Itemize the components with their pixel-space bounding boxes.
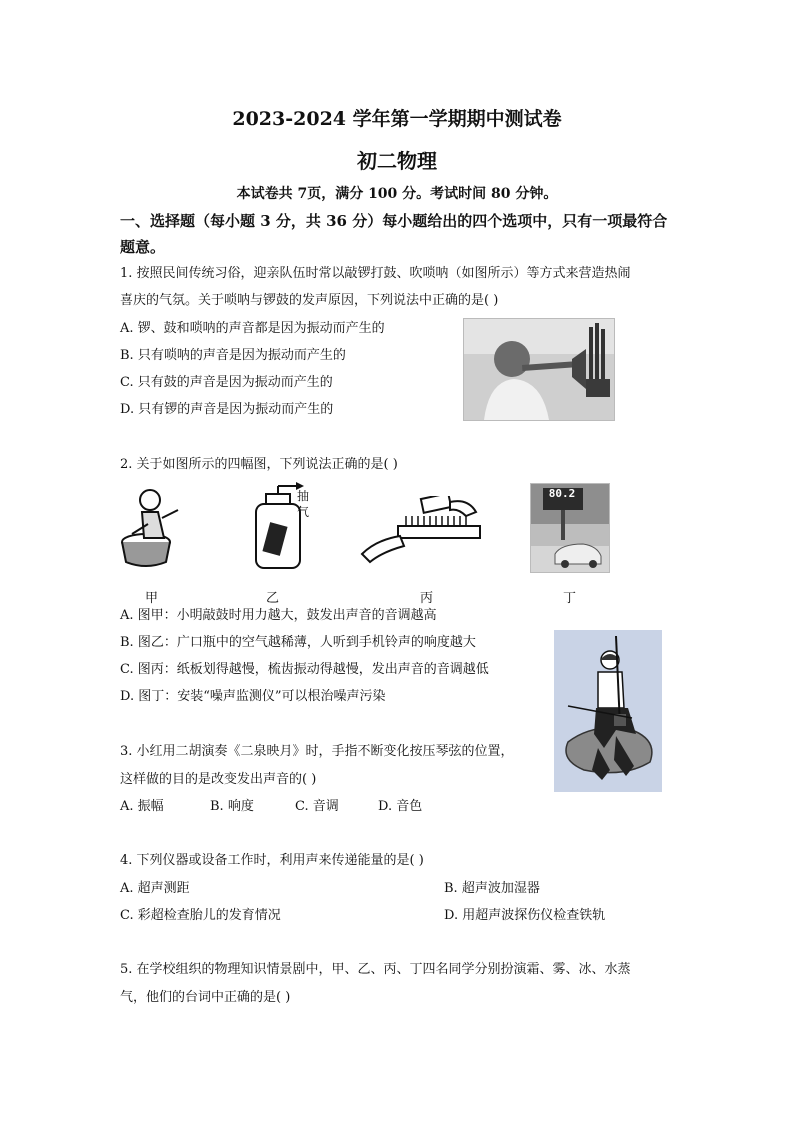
q1-stem-line1: 1. 按照民间传统习俗，迎亲队伍时常以敲锣打鼓、吹唢呐（如图所示）等方式来营造热闹 — [120, 266, 631, 281]
q3-option-d: D. 音色 — [378, 799, 423, 814]
q1-stem-line2: 喜庆的气氛。关于唢呐与锣鼓的发声原因，下列说法中正确的是( ) — [120, 293, 499, 308]
fig-label-ding: 丁 — [563, 591, 577, 606]
comb-figure — [358, 496, 484, 564]
q1-option-b: B. 只有唢呐的声音是因为振动而产生的 — [120, 348, 346, 363]
q5-stem-line2: 气，他们的台词中正确的是( ) — [120, 990, 291, 1005]
q5-stem-line1: 5. 在学校组织的物理知识情景剧中，甲、乙、丙、丁四名同学分别扮演霜、雾、冰、水蒸 — [120, 962, 631, 977]
q3-option-b: B. 响度 — [210, 799, 254, 814]
q4-stem: 4. 下列仪器或设备工作时，利用声来传递能量的是( ) — [120, 853, 424, 868]
suona-player-photo — [463, 318, 615, 421]
q4-option-d: D. 用超声波探伤仪检查铁轨 — [444, 908, 606, 923]
fig-label-bing: 丙 — [420, 591, 434, 606]
fig-label-yi: 乙 — [266, 591, 280, 606]
exam-note: 本试卷共 7页，满分 100 分。考试时间 80 分钟。 — [236, 186, 558, 202]
q4-option-c: C. 彩超检查胎儿的发育情况 — [120, 908, 281, 923]
q3-option-c: C. 音调 — [295, 799, 339, 814]
q1-option-a: A. 锣、鼓和唢呐的声音都是因为振动而产生的 — [120, 321, 385, 336]
erhu-player-figure — [554, 630, 662, 792]
exam-title: 2023-2024 学年第一学期期中测试卷 — [232, 108, 562, 130]
q3-stem-line2: 这样做的目的是改变发出声音的( ) — [120, 772, 317, 787]
fig-label-jia: 甲 — [145, 591, 159, 606]
q1-option-d: D. 只有锣的声音是因为振动而产生的 — [120, 402, 334, 417]
q4-option-b: B. 超声波加湿器 — [444, 881, 540, 896]
q1-option-c: C. 只有鼓的声音是因为振动而产生的 — [120, 375, 333, 390]
drum-figure — [118, 484, 182, 568]
noise-meter-reading: 80.2 — [548, 487, 576, 500]
section-heading: 一、选择题（每小题 3 分，共 36 分）每小题给出的四个选项中，只有一项最符合题意。 — [120, 212, 668, 256]
exam-subject: 初二物理 — [357, 149, 437, 173]
q3-stem-line1: 3. 小红用二胡演奏《二泉映月》时，手指不断变化按压琴弦的位置， — [120, 744, 514, 759]
q4-option-a: A. 超声测距 — [120, 881, 190, 896]
q2-stem: 2. 关于如图所示的四幅图，下列说法正确的是( ) — [120, 457, 398, 472]
pump-label: 抽气 — [297, 489, 310, 519]
q2-option-b: B. 图乙：广口瓶中的空气越稀薄，人听到手机铃声的响度越大 — [120, 635, 476, 650]
q2-option-c: C. 图丙：纸板划得越慢，梳齿振动得越慢，发出声音的音调越低 — [120, 662, 489, 677]
q2-option-a: A. 图甲：小明敲鼓时用力越大，鼓发出声音的音调越高 — [120, 608, 437, 623]
q2-option-d: D. 图丁：安装“噪声监测仪”可以根治噪声污染 — [120, 689, 386, 704]
q3-option-a: A. 振幅 — [120, 799, 164, 814]
